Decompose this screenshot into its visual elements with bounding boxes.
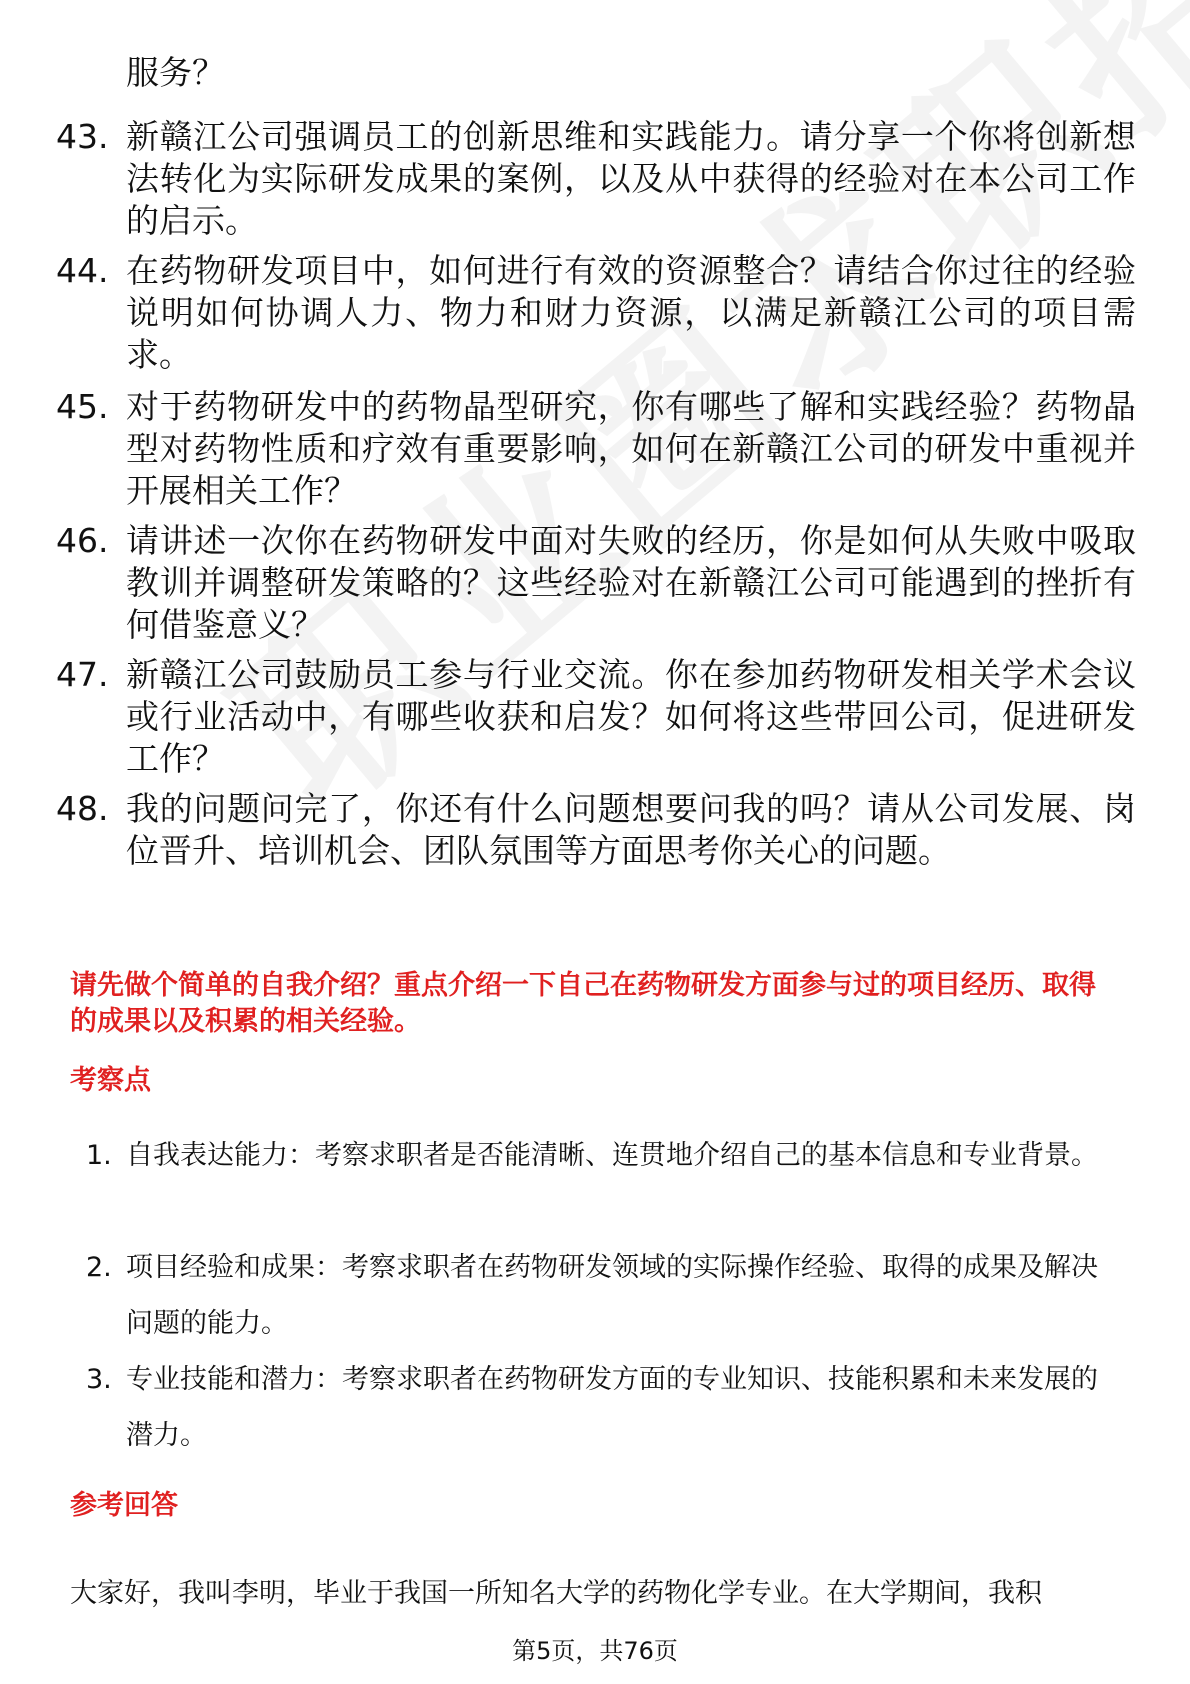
- point-number: 1.: [86, 1140, 112, 1171]
- question-text: 我的问题问完了，你还有什么问题想要问我的吗？请从公司发展、岗位晋升、培训机会、团队氛围等方面思考你关心的问题。: [126, 789, 1136, 870]
- assessment-heading: 考察点: [70, 1065, 151, 1096]
- page-footer: 第5页，共76页: [512, 1637, 678, 1665]
- point-text: 专业技能和潜力：考察求职者在药物研发方面的专业知识、技能积累和未来发展的潜力。: [126, 1364, 1098, 1451]
- question-text: 在药物研发项目中，如何进行有效的资源整合？请结合你过往的经验说明如何协调人力、物力和财力资源，以满足新赣江公司的项目需求。: [126, 251, 1136, 374]
- featured-question: 请先做个简单的自我介绍？重点介绍一下自己在药物研发方面参与过的项目经历、取得的成果以及积累的相关经验。: [70, 970, 1096, 1037]
- question-number: 44.: [56, 251, 109, 290]
- question-text: 新赣江公司强调员工的创新思维和实践能力。请分享一个你将创新想法转化为实际研发成果的案例，以及从中获得的经验对在本公司工作的启示。: [126, 117, 1136, 240]
- question-number: 45.: [56, 387, 109, 426]
- point-text: 自我表达能力：考察求职者是否能清晰、连贯地介绍自己的基本信息和专业背景。: [126, 1140, 1098, 1171]
- question-text: 请讲述一次你在药物研发中面对失败的经历，你是如何从失败中吸取教训并调整研发策略的？这些经验对在新赣江公司可能遇到的挫折有何借鉴意义？: [126, 521, 1136, 644]
- question-number: 47.: [56, 655, 109, 694]
- question-text: 对于药物研发中的药物晶型研究，你有哪些了解和实践经验？药物晶型对药物性质和疗效有重要影响，如何在新赣江公司的研发中重视并开展相关工作？: [126, 387, 1136, 510]
- question-number: 46.: [56, 521, 109, 560]
- reference-answer: 大家好，我叫李明，毕业于我国一所知名大学的药物化学专业。在大学期间，我积: [70, 1578, 1042, 1609]
- point-text: 项目经验和成果：考察求职者在药物研发领域的实际操作经验、取得的成果及解决问题的能力。: [126, 1252, 1098, 1339]
- reference-heading: 参考回答: [70, 1490, 178, 1521]
- question-text: 新赣江公司鼓励员工参与行业交流。你在参加药物研发相关学术会议或行业活动中，有哪些收获和启发？如何将这些带回公司，促进研发工作？: [126, 655, 1136, 778]
- question-number: 48.: [56, 789, 109, 828]
- question-number: 43.: [56, 117, 109, 156]
- question-continuation: 服务？: [126, 53, 225, 92]
- point-number: 3.: [86, 1364, 112, 1395]
- point-number: 2.: [86, 1252, 112, 1283]
